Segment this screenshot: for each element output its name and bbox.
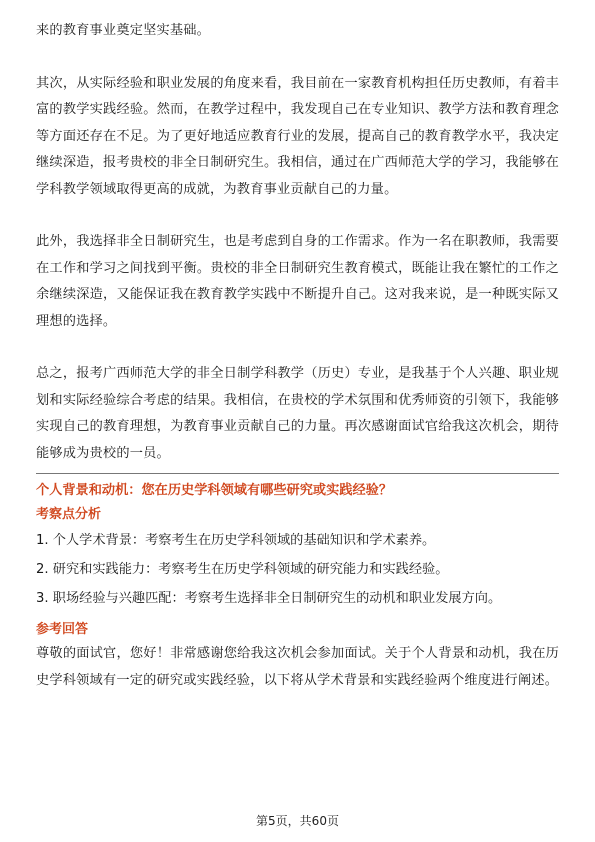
section-divider — [36, 473, 559, 474]
paragraph-2: 其次，从实际经验和职业发展的角度来看，我目前在一家教育机构担任历史教师，有着丰富的教学实践经验。然而，在教学过程中，我发现自己在专业知识、教学方法和教育理念等方面还存在不足。为了更好地适应教育行业的发展，提高自己的教育教学水平，我决定继续深造，报考贵校的非全日制研究生。我相信，通过在广西师范大学的学习，我能够在学科教学领域取得更高的成就，为教育事业贡献自己的力量。 — [36, 75, 559, 197]
analysis-item-1: 1. 个人学术背景：考察考生在历史学科领域的基础知识和学术素养。 — [36, 533, 436, 548]
question-heading: 个人背景和动机：您在历史学科领域有哪些研究或实践经验？ — [36, 483, 393, 498]
analysis-heading: 考察点分析 — [36, 507, 102, 522]
paragraph-3: 此外，我选择非全日制研究生，也是考虑到自身的工作需求。作为一名在职教师，我需要在工作和学习之间找到平衡。贵校的非全日制研究生教育模式，既能让我在繁忙的工作之余继续深造，又能保证我在教育教学实践中不断提升自己。这对我来说，是一种既实际又理想的选择。 — [36, 234, 559, 329]
paragraph-4: 总之，报考广西师范大学的非全日制学科教学（历史）专业，是我基于个人兴趣、职业规划和实际经验综合考虑的结果。我相信，在贵校的学术氛围和优秀师资的引领下，我能够实现自己的教育理想，为教育事业贡献自己的力量。再次感谢面试官给我这次机会，期待能够成为贵校的一员。 — [36, 366, 559, 461]
paragraph-1: 来的教育事业奠定坚实基础。 — [36, 23, 211, 38]
page-number: 第5页，共60页 — [256, 814, 339, 828]
analysis-item-3: 3. 职场经验与兴趣匹配：考察考生选择非全日制研究生的动机和职业发展方向。 — [36, 591, 502, 606]
answer-heading: 参考回答 — [36, 622, 89, 637]
analysis-item-2: 2. 研究和实践能力：考察考生在历史学科领域的研究能力和实践经验。 — [36, 562, 449, 577]
page-content — [36, 18, 559, 694]
answer-text: 尊敬的面试官，您好！非常感谢您给我这次机会参加面试。关于个人背景和动机，我在历史学科领域有一定的研究或实践经验，以下将从学术背景和实践经验两个维度进行阐述。 — [36, 646, 559, 688]
